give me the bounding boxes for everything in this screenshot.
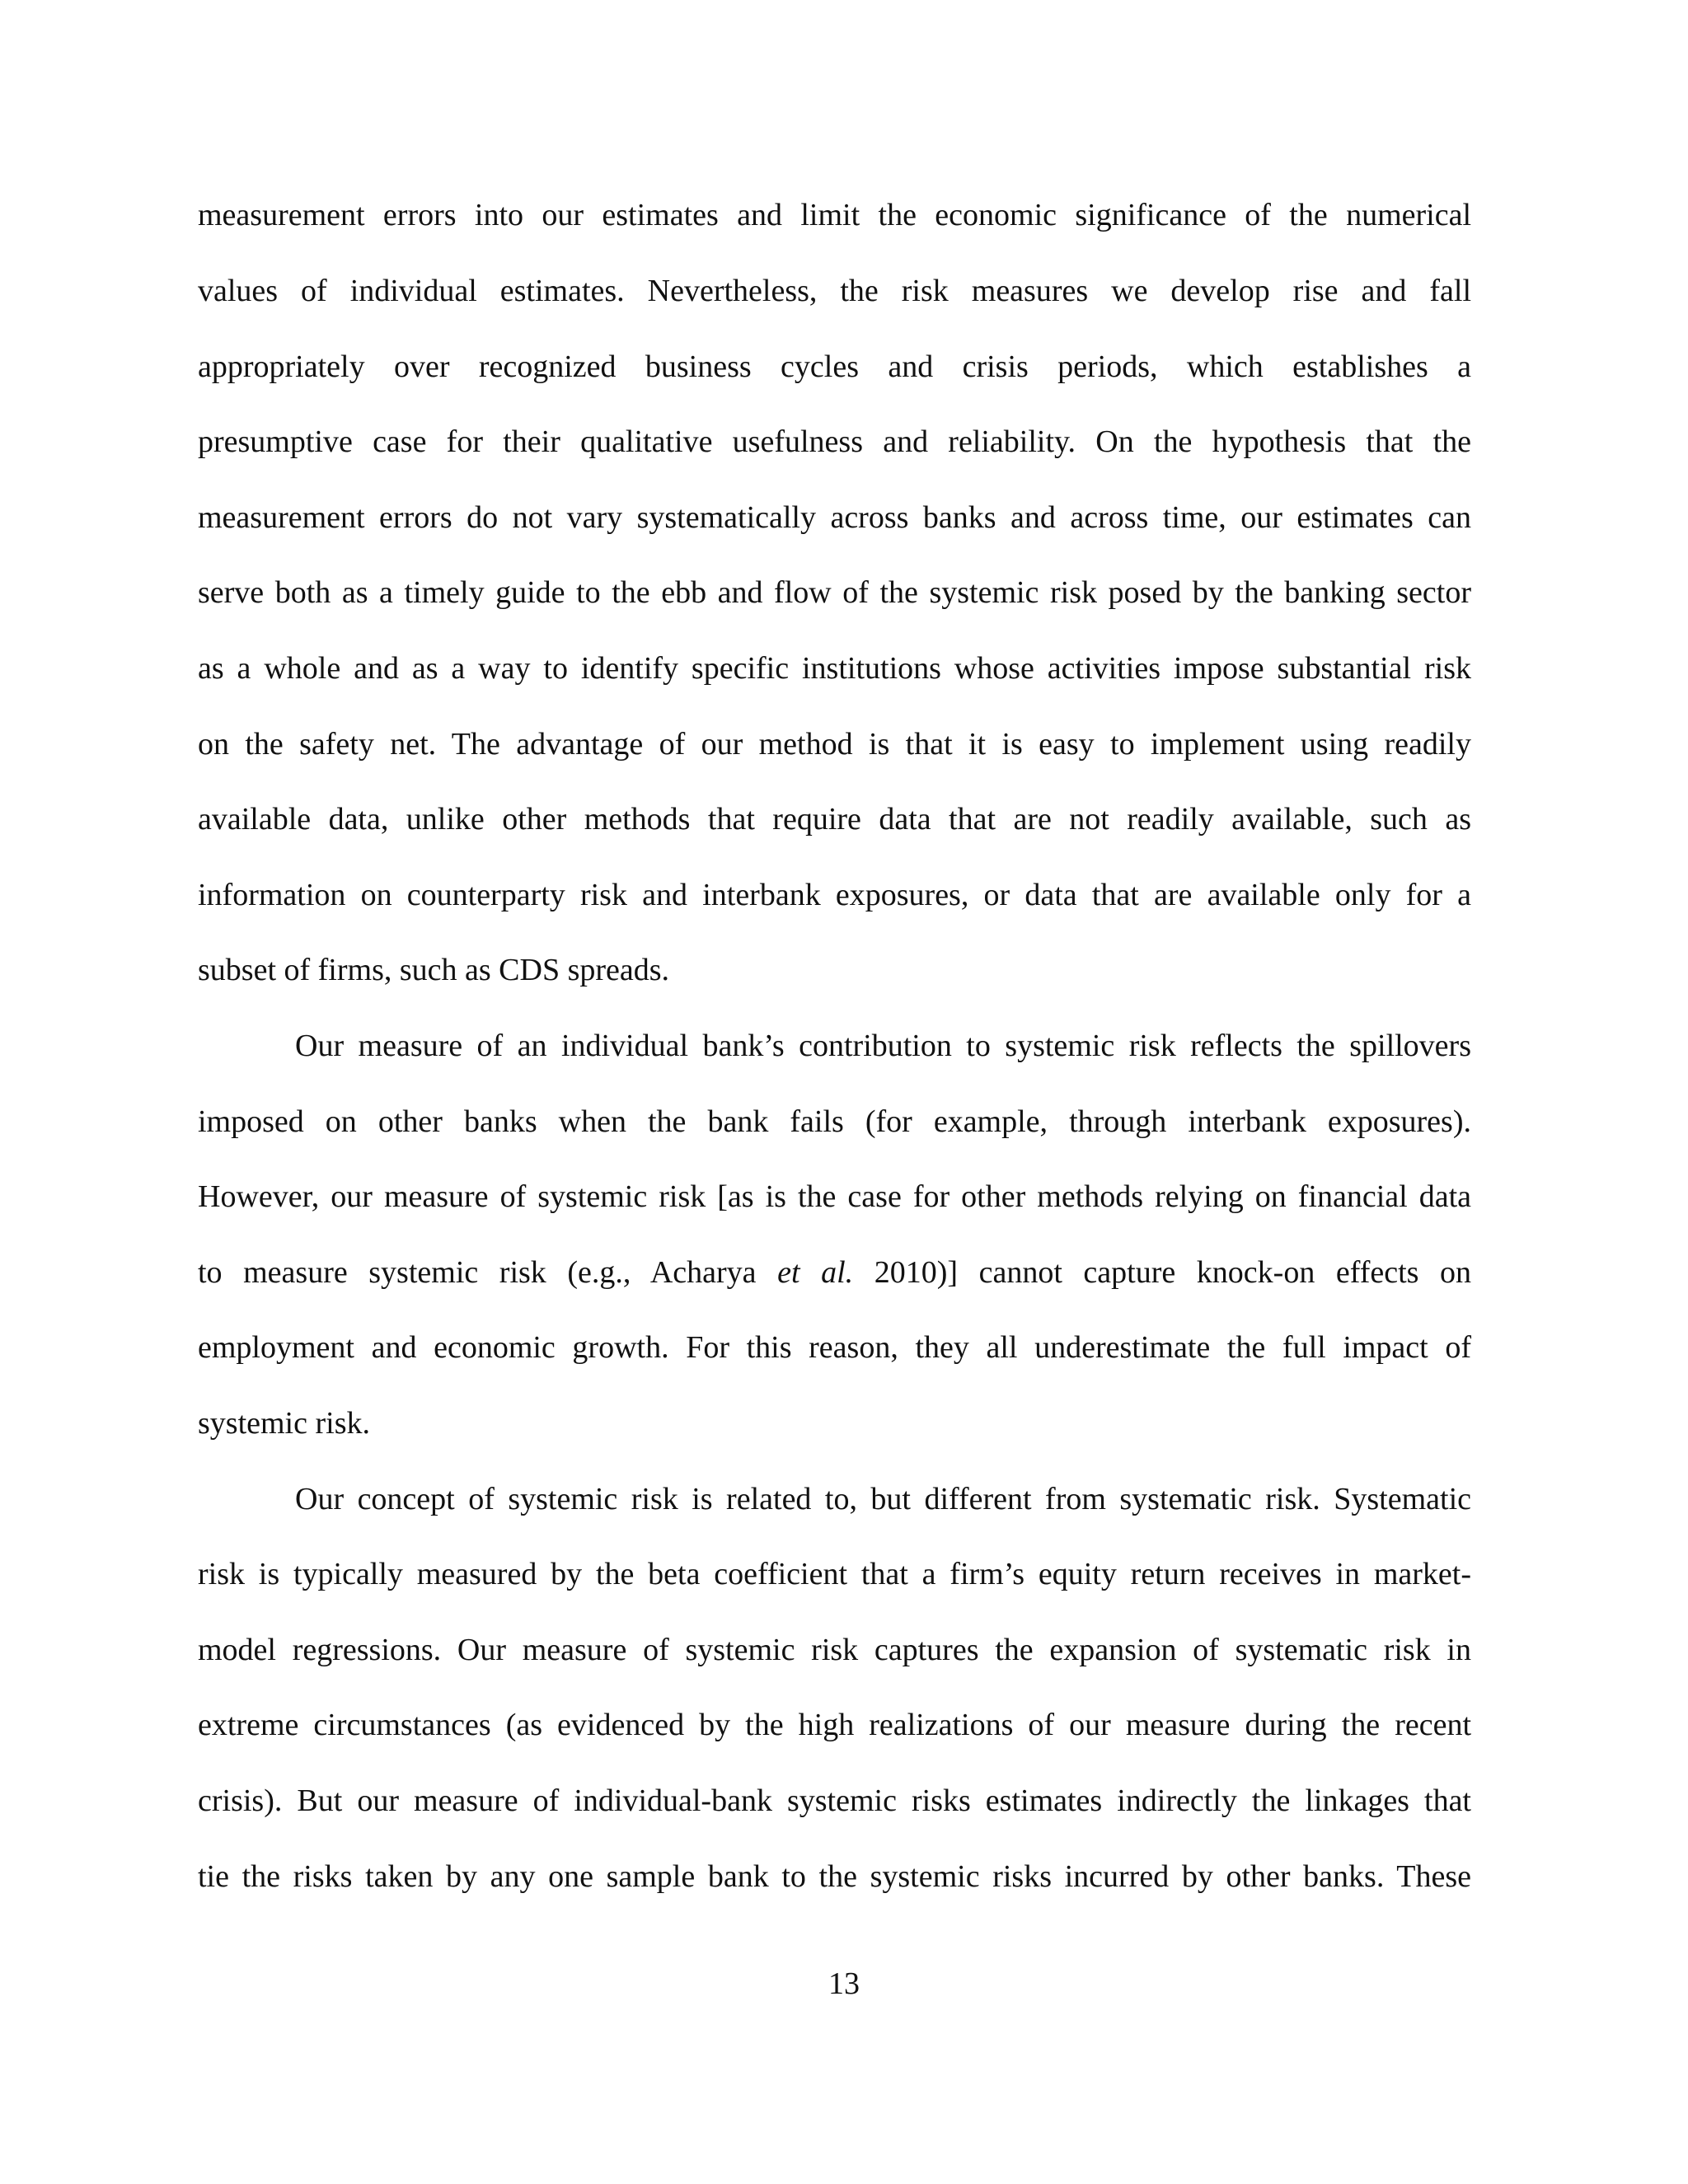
citation-text-before: to measure systemic risk (e.g., Acharya <box>198 1255 778 1290</box>
citation-text-after: 2010)] cannot capture knock-on effects on <box>853 1255 1471 1290</box>
text-line: crisis). But our measure of individual-bank systemic risks estimates indirectly the linkages that <box>198 1783 1471 1818</box>
text-line: employment and economic growth. For this reason, they all underestimate the full impact of <box>198 1330 1471 1365</box>
text-line: systemic risk. <box>198 1406 370 1441</box>
text-line: measurement errors into our estimates and limit the economic significance of the numerical <box>198 198 1471 232</box>
text-line: on the safety net. The advantage of our method is that it is easy to implement using readily <box>198 727 1471 762</box>
text-line: tie the risks taken by any one sample bank to the systemic risks incurred by other banks. These <box>198 1859 1471 1894</box>
citation-line <box>198 1253 1471 1292</box>
text-line: model regressions. Our measure of systemic risk captures the expansion of systematic risk in <box>198 1633 1471 1667</box>
paragraph-first-line: Our concept of systemic risk is related to, but different from systematic risk. Systematic <box>295 1482 1471 1516</box>
text-line: subset of firms, such as CDS spreads. <box>198 953 670 987</box>
citation-italic: et al. <box>777 1255 854 1290</box>
text-line: risk is typically measured by the beta coefficient that a firm’s equity return receives in market- <box>198 1557 1471 1591</box>
page-number: 13 <box>828 1966 860 2001</box>
text-line: However, our measure of systemic risk [as is the case for other methods relying on financial data <box>198 1179 1471 1214</box>
text-line: extreme circumstances (as evidenced by the high realizations of our measure during the recent <box>198 1708 1471 1742</box>
paragraph-first-line: Our measure of an individual bank’s contribution to systemic risk reflects the spillovers <box>295 1029 1471 1063</box>
text-line: serve both as a timely guide to the ebb and flow of the systemic risk posed by the banking sector <box>198 575 1471 610</box>
text-line: measurement errors do not vary systematically across banks and across time, our estimates can <box>198 500 1471 535</box>
text-line: presumptive case for their qualitative usefulness and reliability. On the hypothesis that the <box>198 424 1471 459</box>
text-line: as a whole and as a way to identify specific institutions whose activities impose substantial risk <box>198 651 1471 686</box>
text-line: available data, unlike other methods that require data that are not readily available, such as <box>198 802 1471 837</box>
text-line: imposed on other banks when the bank fails (for example, through interbank exposures). <box>198 1104 1471 1139</box>
text-line: information on counterparty risk and interbank exposures, or data that are available only for a <box>198 878 1471 912</box>
text-line: values of individual estimates. Nevertheless, the risk measures we develop rise and fall <box>198 274 1471 308</box>
text-line: appropriately over recognized business cycles and crisis periods, which establishes a <box>198 349 1471 384</box>
